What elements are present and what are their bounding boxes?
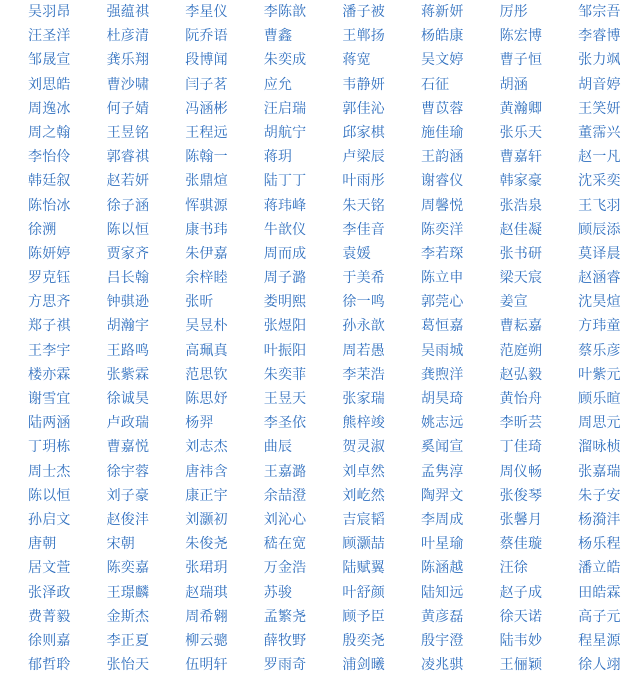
name-cell: 蔡乐彦 bbox=[578, 342, 621, 359]
name-cell: 赵佳凝 bbox=[499, 221, 543, 238]
name-cell: 周若愚 bbox=[342, 342, 385, 359]
name-cell: 唐朝 bbox=[28, 536, 57, 553]
name-cell: 徐人翊 bbox=[578, 657, 621, 674]
name-cell: 王飞羽 bbox=[578, 197, 621, 214]
name-cell: 李正夏 bbox=[106, 632, 150, 649]
name-cell: 吴昱朴 bbox=[185, 318, 228, 335]
name-cell: 徐则嘉 bbox=[28, 632, 71, 649]
name-cell: 赵涵睿 bbox=[578, 270, 621, 287]
name-cell: 刘子豪 bbox=[106, 487, 150, 504]
name-cell: 赵子成 bbox=[499, 584, 543, 601]
name-cell: 刘灏初 bbox=[185, 511, 228, 528]
name-cell: 陈宏博 bbox=[499, 28, 543, 45]
name-cell: 王李宇 bbox=[28, 342, 71, 359]
name-cell: 郭莞心 bbox=[420, 294, 464, 311]
name-cell: 冯涵彬 bbox=[185, 100, 228, 117]
name-cell: 李怡伶 bbox=[28, 149, 71, 166]
name-cell: 蒋玮峰 bbox=[263, 197, 307, 214]
name-cell: 居文萱 bbox=[28, 560, 71, 577]
name-cell: 黄瀚卿 bbox=[499, 100, 543, 117]
name-cell: 施佳瑜 bbox=[420, 124, 464, 141]
name-cell: 邹晟宣 bbox=[28, 52, 71, 69]
name-cell: 强蕴祺 bbox=[106, 4, 150, 20]
name-cell: 李圣依 bbox=[263, 415, 307, 432]
name-cell: 姚志远 bbox=[420, 415, 464, 432]
name-cell: 谢雪宜 bbox=[28, 391, 71, 407]
name-cell: 周之翰 bbox=[28, 124, 71, 141]
name-cell: 韦静妍 bbox=[342, 76, 385, 93]
name-cell: 程星源 bbox=[578, 632, 621, 649]
name-cell: 孟繁尧 bbox=[263, 608, 307, 625]
name-cell: 吕长翰 bbox=[106, 270, 150, 287]
name-cell: 高子元 bbox=[578, 608, 621, 625]
name-cell: 朱俊尧 bbox=[185, 536, 228, 553]
name-cell: 王昱天 bbox=[263, 391, 307, 407]
name-cell: 陆韦妙 bbox=[499, 632, 543, 649]
name-cell: 吴文婷 bbox=[420, 52, 464, 69]
name-cell: 卢梁辰 bbox=[342, 149, 385, 166]
name-cell: 溜咏桢 bbox=[578, 439, 621, 456]
name-cell: 沈昊煊 bbox=[578, 294, 621, 311]
name-cell: 陆两涵 bbox=[28, 415, 71, 432]
name-cell: 顾乐暄 bbox=[578, 391, 621, 407]
name-cell: 杜彦清 bbox=[106, 28, 150, 45]
name-cell: 陈奕洋 bbox=[420, 221, 464, 238]
name-cell: 恽骐源 bbox=[185, 197, 228, 214]
name-cell: 董霈兴 bbox=[578, 124, 621, 141]
name-cell: 黄怡舟 bbox=[499, 391, 543, 407]
name-cell: 杨羿 bbox=[185, 415, 214, 432]
name-cell: 胡昊琦 bbox=[420, 391, 464, 407]
name-cell: 徐天诺 bbox=[499, 608, 543, 625]
name-cell: 唐祎含 bbox=[185, 463, 228, 480]
name-cell: 曹嘉轩 bbox=[499, 149, 543, 166]
name-cell: 徐宇蓉 bbox=[106, 463, 150, 480]
name-cell: 刘志杰 bbox=[185, 439, 228, 456]
name-cell: 汪徐 bbox=[499, 560, 528, 577]
name-cell: 郑子祺 bbox=[28, 318, 71, 335]
name-cell: 张家瑞 bbox=[342, 391, 385, 407]
name-cell: 叶雨彤 bbox=[342, 173, 385, 190]
name-cell: 李星仪 bbox=[185, 4, 228, 20]
name-cell: 顾予臣 bbox=[342, 608, 385, 625]
name-cell: 张书研 bbox=[499, 245, 543, 262]
name-cell: 张煜阳 bbox=[263, 318, 307, 335]
name-cell: 葛恒嘉 bbox=[420, 318, 464, 335]
name-cell: 方思齐 bbox=[28, 294, 71, 311]
name-cell: 卢政瑞 bbox=[106, 415, 150, 432]
name-cell: 龚煦洋 bbox=[420, 366, 464, 383]
name-cell: 郭佳沁 bbox=[342, 100, 385, 117]
name-cell: 殷宇澄 bbox=[420, 632, 464, 649]
name-cell: 张乐天 bbox=[499, 124, 543, 141]
name-cell: 周子潞 bbox=[263, 270, 307, 287]
name-cell: 吉宸韬 bbox=[342, 511, 385, 528]
name-cell: 宋朝 bbox=[106, 536, 135, 553]
name-cell: 丁玥栋 bbox=[28, 439, 71, 456]
name-cell: 徐子涵 bbox=[106, 197, 150, 214]
name-cell: 陈翰一 bbox=[185, 149, 228, 166]
name-cell: 李佳音 bbox=[342, 221, 385, 238]
name-cell: 李茉浩 bbox=[342, 366, 385, 383]
name-cell: 潘立皓 bbox=[578, 560, 621, 577]
name-cell: 张紫霖 bbox=[106, 366, 150, 383]
name-cell: 周士杰 bbox=[28, 463, 71, 480]
name-cell: 杨乐程 bbox=[578, 536, 621, 553]
name-cell: 陈以恒 bbox=[28, 487, 71, 504]
name-cell: 曲辰 bbox=[263, 439, 293, 456]
name-cell: 朱天铭 bbox=[342, 197, 385, 214]
name-cell: 龚乐翔 bbox=[106, 52, 150, 69]
name-cell: 潘子被 bbox=[342, 4, 385, 20]
name-cell: 王程远 bbox=[185, 124, 228, 141]
name-cell: 吴羽昂 bbox=[28, 4, 71, 20]
name-cell: 刘卓然 bbox=[342, 463, 385, 480]
name-cell: 张鼎煊 bbox=[185, 173, 228, 190]
name-cell: 李若琛 bbox=[420, 245, 464, 262]
name-cell: 周希翱 bbox=[185, 608, 228, 625]
name-cell: 刘思皓 bbox=[28, 76, 71, 93]
name-cell: 范庭朔 bbox=[499, 342, 543, 359]
name-cell: 周而成 bbox=[263, 245, 307, 262]
name-cell: 陆知远 bbox=[420, 584, 464, 601]
name-cell: 浦剑曦 bbox=[342, 657, 385, 674]
name-cell: 蒋玥 bbox=[263, 149, 293, 166]
name-cell: 顾辰添 bbox=[578, 221, 621, 238]
name-cell: 周仪畅 bbox=[499, 463, 543, 480]
name-cell: 应允 bbox=[263, 76, 293, 93]
name-cell: 李睿博 bbox=[578, 28, 621, 45]
name-cell: 胡瀚宇 bbox=[106, 318, 150, 335]
name-cell: 蔡佳璇 bbox=[499, 536, 543, 553]
name-cell: 金斯杰 bbox=[106, 608, 150, 625]
name-cell: 朱奕菲 bbox=[263, 366, 307, 383]
name-cell: 田皓霖 bbox=[578, 584, 621, 601]
name-cell: 张泽政 bbox=[28, 584, 71, 601]
name-cell: 苏骏 bbox=[263, 584, 293, 601]
name-cell: 范思钦 bbox=[185, 366, 228, 383]
name-cell: 丁佳琦 bbox=[499, 439, 543, 456]
name-cell: 陈立申 bbox=[420, 270, 464, 287]
name-cell: 万金浩 bbox=[263, 560, 307, 577]
name-cell: 张怡天 bbox=[106, 657, 150, 674]
name-cell: 嵇在宽 bbox=[263, 536, 307, 553]
name-cell: 叶紫元 bbox=[578, 366, 621, 383]
name-cell: 李陈歆 bbox=[263, 4, 307, 20]
name-cell: 徐溯 bbox=[28, 221, 57, 238]
name-cell: 石征 bbox=[420, 76, 450, 93]
name-cell: 韩家豪 bbox=[499, 173, 543, 190]
name-cell: 殷奕尧 bbox=[342, 632, 385, 649]
name-cell: 赵弘毅 bbox=[499, 366, 543, 383]
name-cell: 黄彦磊 bbox=[420, 608, 464, 625]
name-cell: 王郸扬 bbox=[342, 28, 385, 45]
name-cell: 汪启瑞 bbox=[263, 100, 307, 117]
name-cell: 陆丁丁 bbox=[263, 173, 307, 190]
name-cell: 沈采奕 bbox=[578, 173, 621, 190]
name-cell: 贾家齐 bbox=[106, 245, 150, 262]
name-cell: 于美希 bbox=[342, 270, 385, 287]
name-cell: 赵瑞琪 bbox=[185, 584, 228, 601]
name-cell: 王昱铭 bbox=[106, 124, 150, 141]
name-cell: 罗克钰 bbox=[28, 270, 71, 287]
name-cell: 陶羿文 bbox=[420, 487, 464, 504]
name-cell: 陈以恒 bbox=[106, 221, 150, 238]
name-cell: 贺灵淑 bbox=[342, 439, 385, 456]
name-cell: 朱子安 bbox=[578, 487, 621, 504]
name-cell: 钟骐逊 bbox=[106, 294, 150, 311]
name-cell: 康书玮 bbox=[185, 221, 228, 238]
name-cell: 姜宣 bbox=[499, 294, 528, 311]
name-cell: 邱家棋 bbox=[342, 124, 385, 141]
name-cell: 杨皓康 bbox=[420, 28, 464, 45]
name-cell: 韩廷叙 bbox=[28, 173, 71, 190]
name-cell: 胡音婷 bbox=[578, 76, 621, 93]
name-cell: 郭睿祺 bbox=[106, 149, 150, 166]
name-cell: 伍明轩 bbox=[185, 657, 228, 674]
name-cell: 汪圣洋 bbox=[28, 28, 71, 45]
name-cell: 李昕芸 bbox=[499, 415, 543, 432]
name-cell: 王嘉潞 bbox=[263, 463, 307, 480]
name-cell: 朱伊嘉 bbox=[185, 245, 228, 262]
name-cell: 熊梓竣 bbox=[342, 415, 385, 432]
name-cell: 王韵涵 bbox=[420, 149, 464, 166]
name-cell: 陈怡冰 bbox=[28, 197, 71, 214]
name-cell: 段博闻 bbox=[185, 52, 228, 69]
name-cell: 叶星瑜 bbox=[420, 536, 464, 553]
name-cell: 张力飒 bbox=[578, 52, 621, 69]
name-cell: 叶舒颜 bbox=[342, 584, 385, 601]
name-cell: 吴雨城 bbox=[420, 342, 464, 359]
name-cell: 楼亦霖 bbox=[28, 366, 71, 383]
name-cell: 曹苡蓉 bbox=[420, 100, 464, 117]
name-cell: 张浩泉 bbox=[499, 197, 543, 214]
name-cell: 余喆澄 bbox=[263, 487, 307, 504]
name-cell: 罗雨奇 bbox=[263, 657, 307, 674]
name-cell: 周思元 bbox=[578, 415, 621, 432]
name-cell: 王俪颖 bbox=[499, 657, 543, 674]
name-cell: 孙永歆 bbox=[342, 318, 385, 335]
name-cell: 费菁毅 bbox=[28, 608, 71, 625]
name-cell: 郁哲聆 bbox=[28, 657, 71, 674]
name-cell: 胡航宁 bbox=[263, 124, 307, 141]
name-cell: 高珮真 bbox=[185, 342, 228, 359]
name-cell: 张昕 bbox=[185, 294, 214, 311]
name-cell: 杨漪沣 bbox=[578, 511, 621, 528]
name-cell: 曹子恒 bbox=[499, 52, 543, 69]
name-cell: 周逸冰 bbox=[28, 100, 71, 117]
name-cell: 王璟麟 bbox=[106, 584, 150, 601]
name-cell: 莫译晨 bbox=[578, 245, 621, 262]
name-cell: 徐诚昊 bbox=[106, 391, 150, 407]
name-cell: 牛歆仪 bbox=[263, 221, 307, 238]
name-cell: 张嘉瑞 bbox=[578, 463, 621, 480]
name-cell: 朱奕成 bbox=[263, 52, 307, 69]
name-cell: 刘屹然 bbox=[342, 487, 385, 504]
name-cell: 赵一凡 bbox=[578, 149, 621, 166]
name-cell: 陈思妤 bbox=[185, 391, 228, 407]
name-cell: 厉彤 bbox=[499, 4, 528, 20]
name-cell: 李周成 bbox=[420, 511, 464, 528]
name-cell: 何子婧 bbox=[106, 100, 150, 117]
name-cell: 陈妍婷 bbox=[28, 245, 71, 262]
name-cell: 曹嘉悦 bbox=[106, 439, 150, 456]
name-cell: 孟隽淳 bbox=[420, 463, 464, 480]
name-cell: 阮乔语 bbox=[185, 28, 228, 45]
name-cell: 王路鸣 bbox=[106, 342, 150, 359]
name-cell: 周馨悦 bbox=[420, 197, 464, 214]
name-cell: 袁媛 bbox=[342, 245, 371, 262]
name-cell: 赵若妍 bbox=[106, 173, 150, 190]
name-cell: 张俊琴 bbox=[499, 487, 543, 504]
name-cell: 曹沙啸 bbox=[106, 76, 150, 93]
name-cell: 闫子茗 bbox=[185, 76, 228, 93]
name-cell: 张珺玥 bbox=[185, 560, 228, 577]
name-cell: 薛牧野 bbox=[263, 632, 307, 649]
name-cell: 陈涵越 bbox=[420, 560, 464, 577]
name-cell: 方玮童 bbox=[578, 318, 621, 335]
name-cell: 曹耘嘉 bbox=[499, 318, 543, 335]
name-cell: 蒋新妍 bbox=[420, 4, 464, 20]
name-cell: 顾灏喆 bbox=[342, 536, 385, 553]
name-cell: 康正宇 bbox=[185, 487, 228, 504]
name-cell: 叶振阳 bbox=[263, 342, 307, 359]
name-cell: 王笑妍 bbox=[578, 100, 621, 117]
name-cell: 奚闻宣 bbox=[420, 439, 464, 456]
name-cell: 陆赋翼 bbox=[342, 560, 385, 577]
name-cell: 曹鑫 bbox=[263, 28, 293, 45]
name-cell: 胡涵 bbox=[499, 76, 528, 93]
name-cell: 蒋宽 bbox=[342, 52, 371, 69]
name-cell: 陈奕嘉 bbox=[106, 560, 150, 577]
name-cell: 娄明熙 bbox=[263, 294, 307, 311]
name-cell: 张馨月 bbox=[499, 511, 543, 528]
name-cell: 邹宗吾 bbox=[578, 4, 621, 20]
name-cell: 余梓睦 bbox=[185, 270, 228, 287]
name-cell: 梁天宸 bbox=[499, 270, 543, 287]
name-cell: 凌兆骐 bbox=[420, 657, 464, 674]
name-cell: 赵俊沣 bbox=[106, 511, 150, 528]
name-cell: 徐一鸣 bbox=[342, 294, 385, 311]
name-cell: 柳云骢 bbox=[185, 632, 228, 649]
name-cell: 谢睿仪 bbox=[420, 173, 464, 190]
name-cell: 刘沁心 bbox=[263, 511, 307, 528]
name-cell: 孙启文 bbox=[28, 511, 71, 528]
